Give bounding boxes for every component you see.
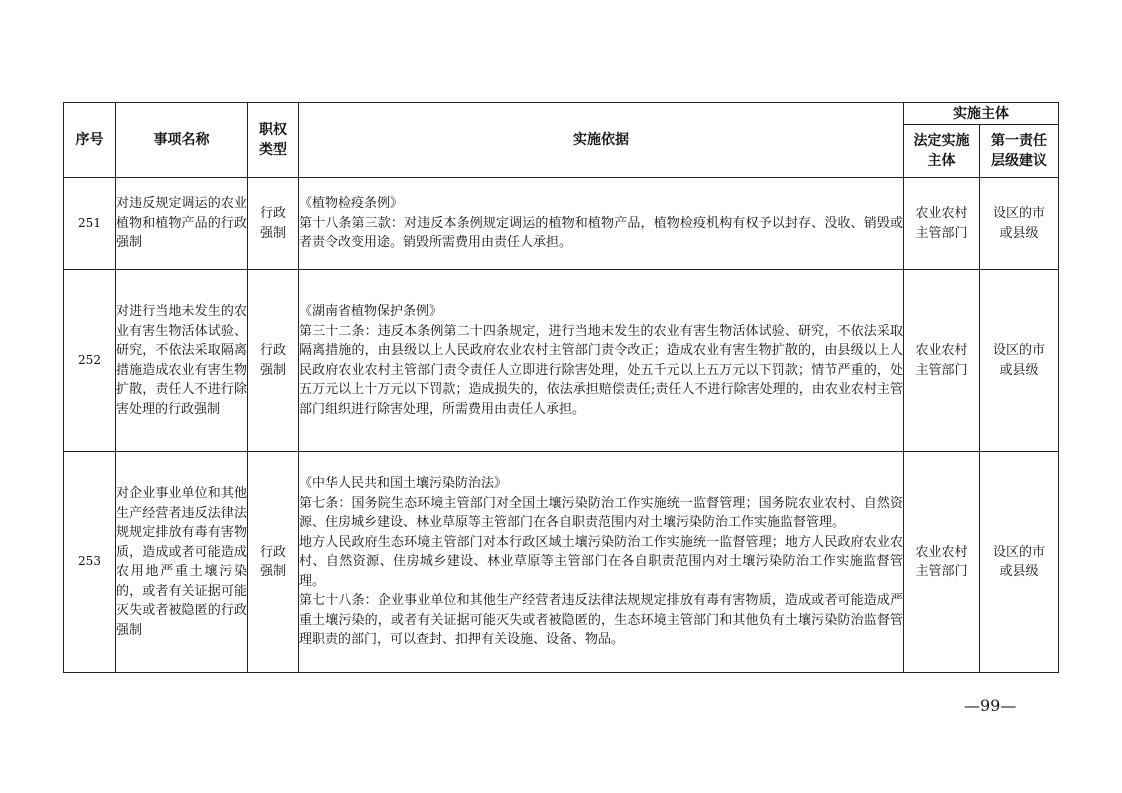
row-power-type: [248, 452, 299, 673]
row-legal-subject: [904, 178, 980, 270]
regulation-table: [63, 102, 1059, 673]
row-legal-subject: [904, 270, 980, 452]
row-basis: [299, 270, 904, 452]
header-power-type-label: 职权类型: [259, 122, 287, 158]
table-row: [64, 452, 1059, 673]
basis-law-title: 《植物检疫条例》: [299, 196, 404, 212]
basis-article: 第七条：国务院生态环境主管部门对全国土壤污染防治工作实施统一监督管理；国务院农业农村、自然资源、住房城乡建设、林业草原等主管部门在各自职责范围内对土壤污染防治工作实施监督管理。: [299, 495, 903, 531]
row-item-name: 对违反规定调运的农业植物和植物产品的行政强制: [116, 178, 248, 270]
row-seq: 253: [64, 452, 116, 673]
row-basis: [299, 178, 904, 270]
basis-article: 第三十二条：违反本条例第二十四条规定，进行当地未发生的农业有害生物活体试验、研究，不依法采取隔离措施的，由县级以上人民政府农业农村主管部门责令改正；造成农业有害生物扩散的，由县级以上人民政府农业农村主管部门责令责任人立即进行除害处理，处五千元以上五万元以下罚款；情节严重的，处五万元以上十万元以下罚款；造成损失的，依法承担赔偿责任;责任人不进行除害处理的，由农业农村主管部门组织进行除害处理，所需费用由责任人承担。: [299, 323, 903, 417]
row-first-level: [980, 270, 1059, 452]
basis-article: 地方人民政府生态环境主管部门对本行政区域土壤污染防治工作实施统一监督管理；地方人民政府农业农村、自然资源、住房城乡建设、林业草原等主管部门在各自职责范围内对土壤污染防治工作实施监督管理。: [299, 534, 903, 589]
header-seq: 序号: [64, 103, 116, 178]
basis-law-title: 《中华人民共和国土壤污染防治法》: [299, 476, 508, 492]
row-first-level: [980, 178, 1059, 270]
basis-article: 第十八条第三款：对违反本条例规定调运的植物和植物产品，植物检疫机构有权予以封存、没收、销毁或者责令改变用途。销毁所需费用由责任人承担。: [299, 215, 903, 251]
row-power-type: [248, 270, 299, 452]
row-legal-subject-label: 农业农村主管部门: [915, 206, 968, 241]
row-item-name: 对进行当地未发生的农业有害生物活体试验、研究，不依法采取隔离措施造成农业有害生物扩散，责任人不进行除害处理的行政强制: [116, 270, 248, 452]
header-basis: 实施依据: [299, 103, 904, 178]
row-legal-subject-label: 农业农村主管部门: [915, 343, 968, 378]
row-seq: 252: [64, 270, 116, 452]
row-first-level-label: 设区的市或县级: [992, 544, 1045, 579]
header-legal-subject-label: 法定实施主体: [913, 133, 970, 169]
header-item-name: 事项名称: [116, 103, 248, 178]
table-row: [64, 270, 1059, 452]
header-first-level-label: 第一责任层级建议: [991, 133, 1047, 169]
header-subject-group: 实施主体: [904, 103, 1059, 125]
row-power-type-label: 行政强制: [259, 206, 286, 241]
row-power-type-label: 行政强制: [259, 544, 286, 579]
table-row: [64, 178, 1059, 270]
row-legal-subject: [904, 452, 980, 673]
basis-law-title: 《湖南省植物保护条例》: [299, 304, 443, 319]
row-first-level-label: 设区的市或县级: [992, 206, 1045, 241]
row-item-name: 对企业事业单位和其他生产经营者违反法律法规规定排放有毒有害物质，造成或者可能造成农用地严重土壤污染的，或者有关证据可能灭失或者被隐匿的行政强制: [116, 452, 248, 673]
header-power-type: [248, 103, 299, 178]
row-legal-subject-label: 农业农村主管部门: [915, 544, 968, 579]
header-legal-subject: [904, 125, 980, 178]
row-power-type-label: 行政强制: [259, 343, 286, 378]
row-seq: 251: [64, 178, 116, 270]
basis-article: 第七十八条：企业事业单位和其他生产经营者违反法律法规规定排放有毒有害物质，造成或者可能造成严重土壤污染的，或者有关证据可能灭失或者被隐匿的，生态环境主管部门和其他负有土壤污染防治监督管理职责的部门，可以查封、扣押有关设施、设备、物品。: [299, 593, 903, 648]
header-first-level: [980, 125, 1059, 178]
row-first-level-label: 设区的市或县级: [992, 343, 1045, 378]
row-first-level: [980, 452, 1059, 673]
row-power-type: [248, 178, 299, 270]
row-basis: [299, 452, 904, 673]
page-number: —99—: [964, 696, 1017, 715]
